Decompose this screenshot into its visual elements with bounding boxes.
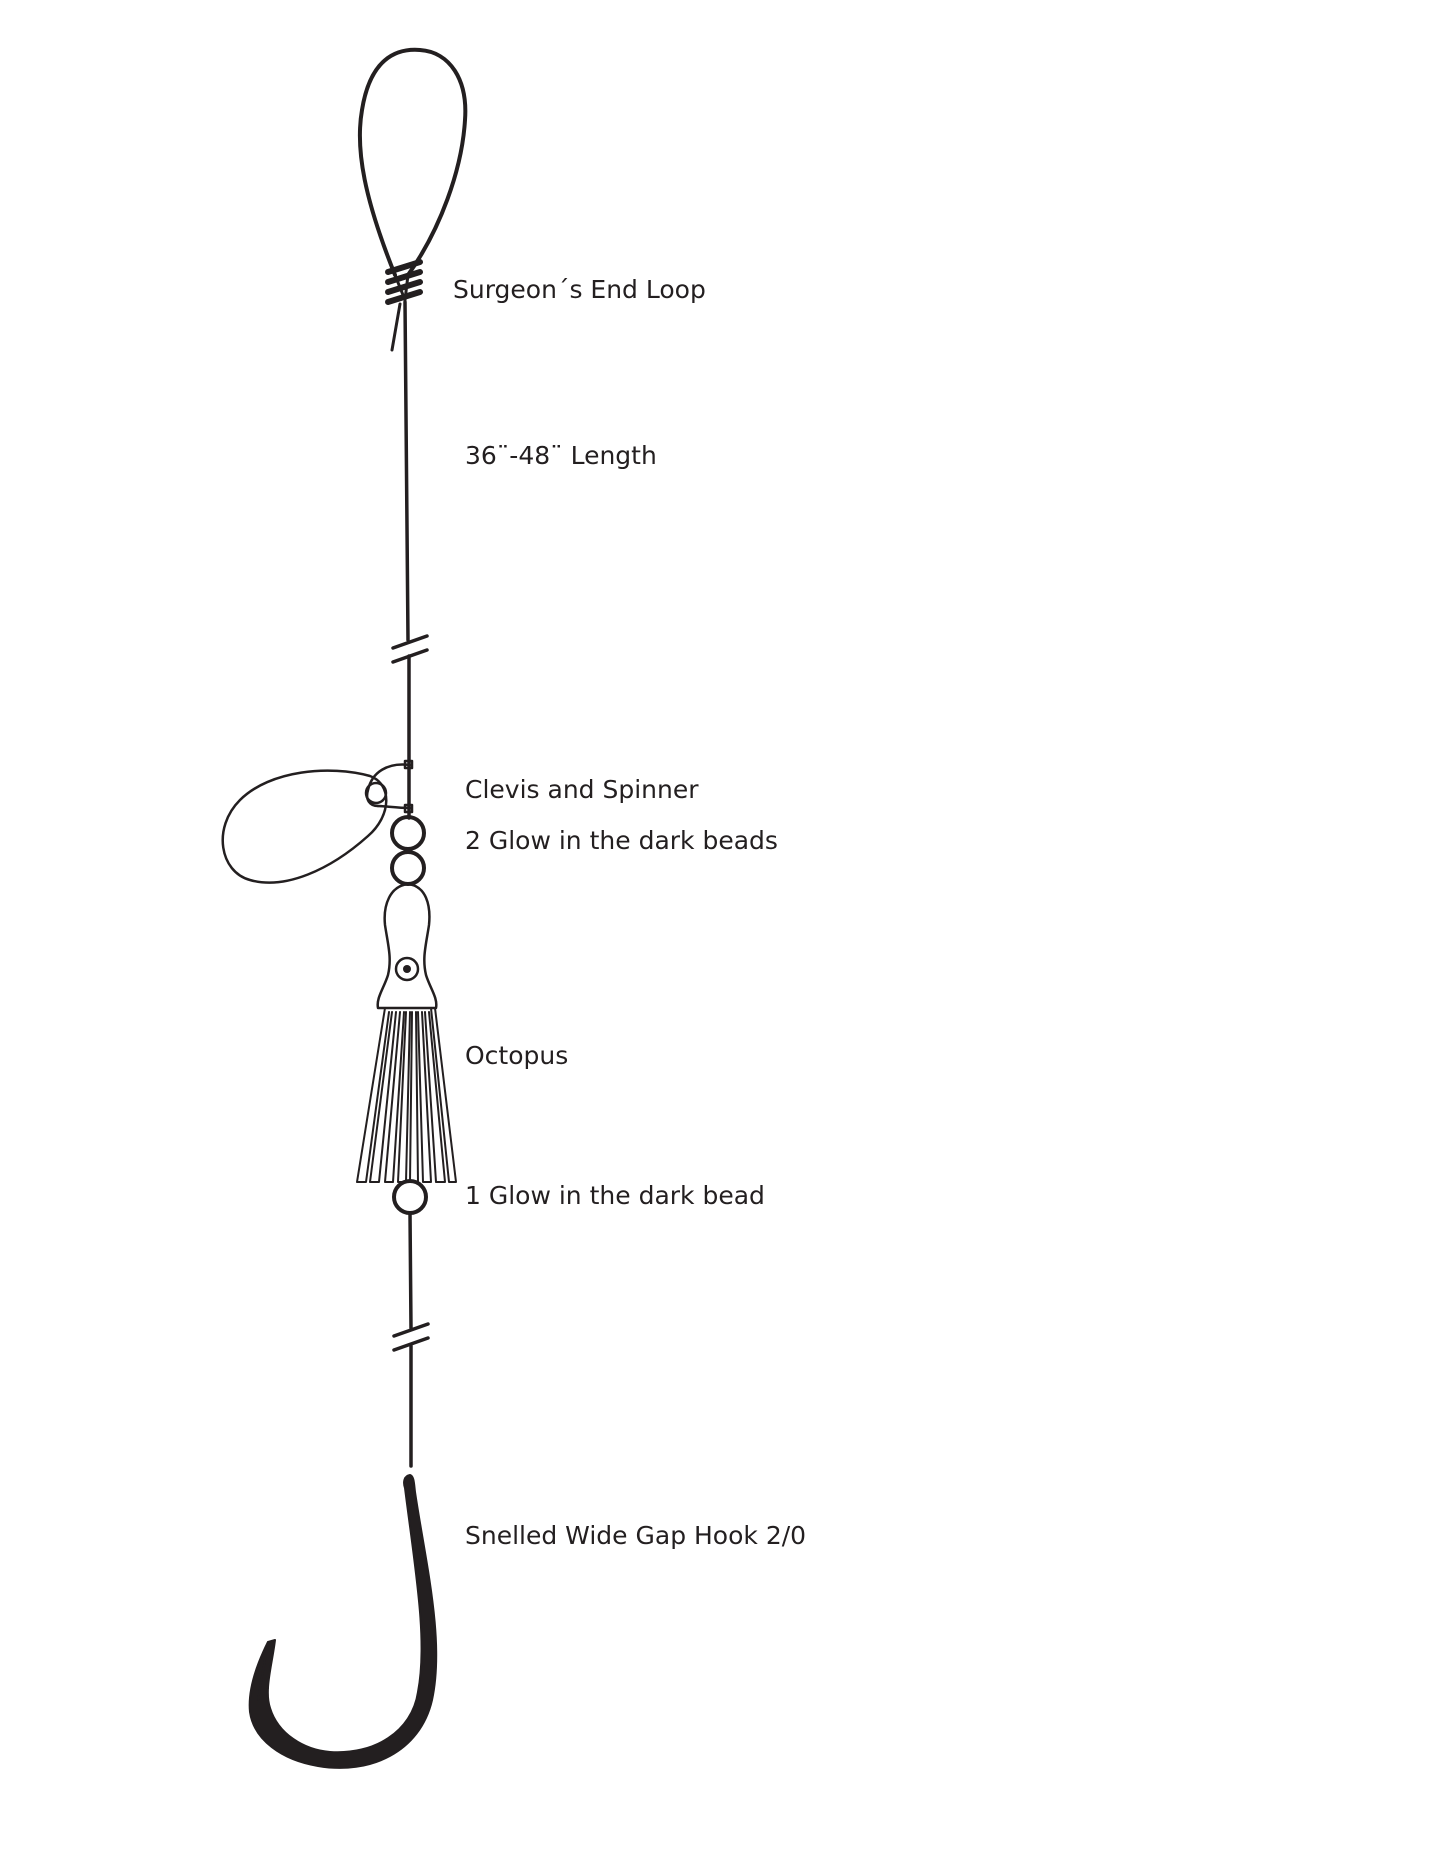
octopus-head [378,884,437,1008]
bead-upper-2 [392,852,424,884]
bead-upper-1 [392,817,424,849]
label-clevis-spinner: Clevis and Spinner [465,775,699,804]
bead-lower [394,1181,426,1213]
label-two-beads: 2 Glow in the dark beads [465,826,778,855]
octopus-pupil [403,965,411,973]
wide-gap-hook [250,1475,437,1768]
label-hook: Snelled Wide Gap Hook 2/0 [465,1521,807,1550]
clevis [366,761,412,812]
main-line-lower [410,1213,411,1328]
tag-end [392,304,400,350]
octopus-skirt [357,1008,456,1182]
spinner-blade [223,771,387,883]
label-one-bead: 1 Glow in the dark bead [465,1181,765,1210]
label-surgeons-end-loop: Surgeon´s End Loop [453,275,706,304]
label-length: 36¨-48¨ Length [465,441,657,470]
label-octopus: Octopus [465,1041,569,1070]
main-line-upper [405,302,408,640]
